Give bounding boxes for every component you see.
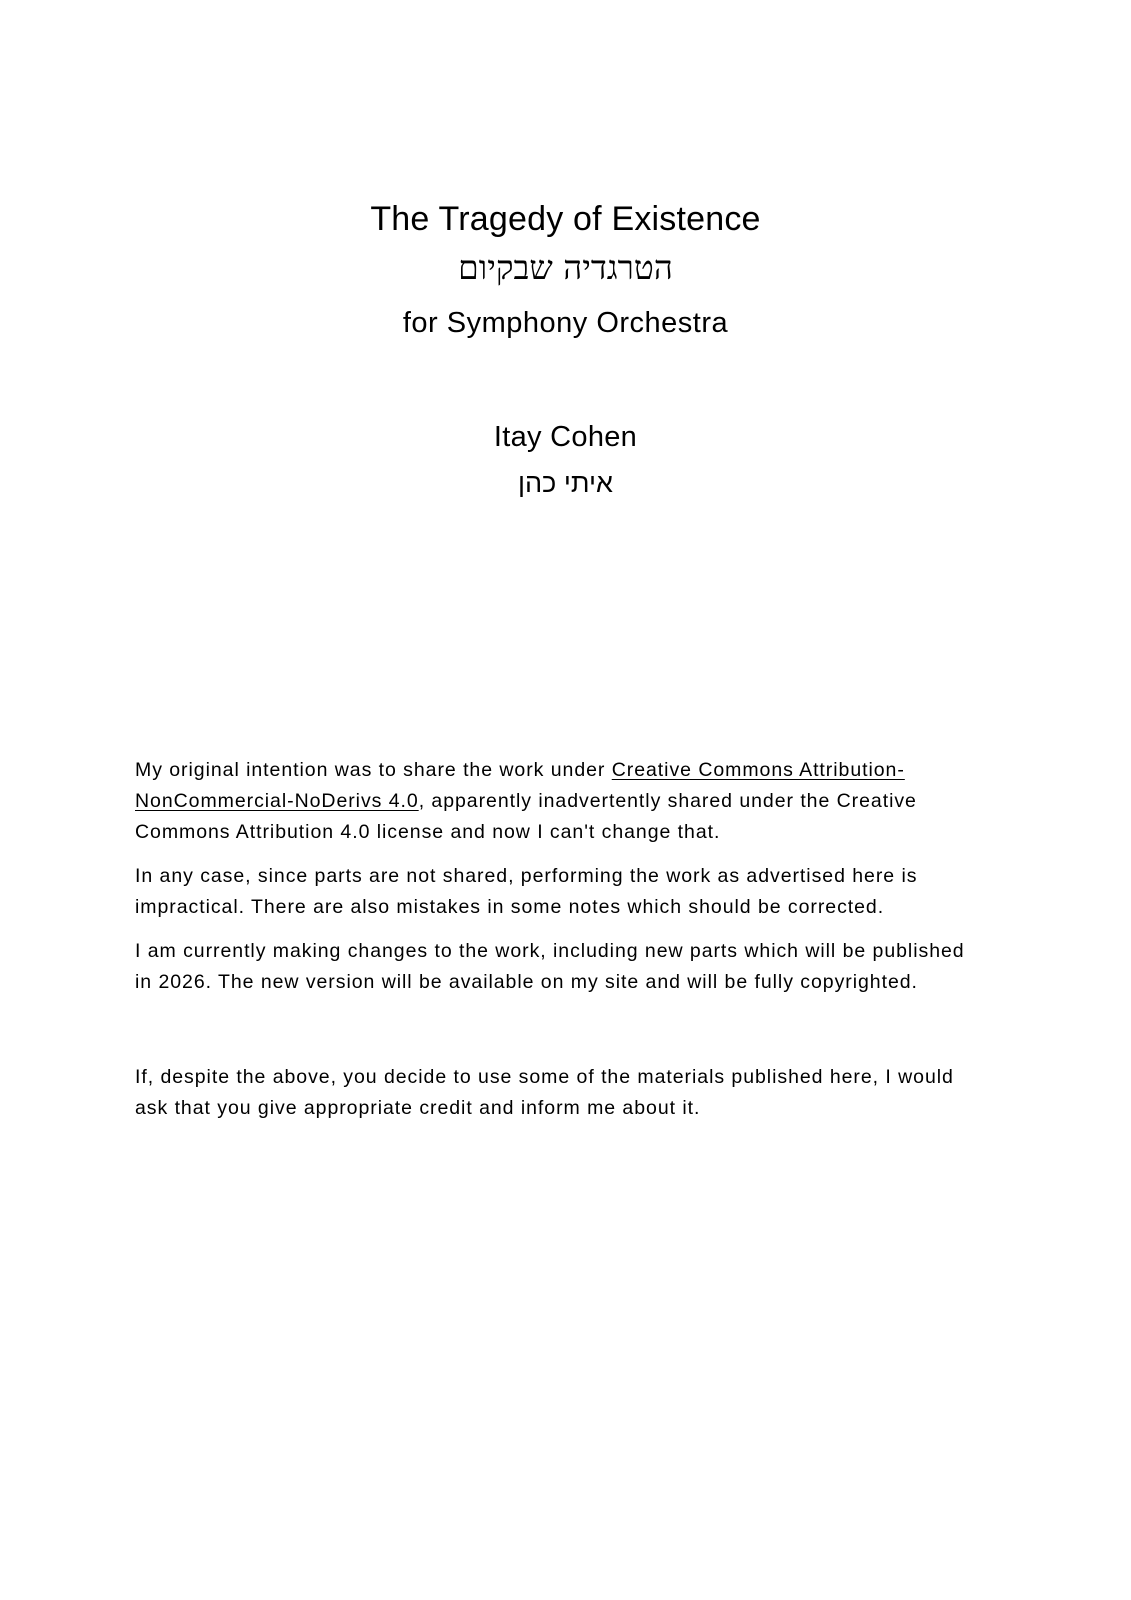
composer-name-hebrew: איתי כהן	[518, 468, 613, 498]
title-block	[0, 196, 1131, 346]
work-title-hebrew: הטרגדיה שבקיום	[458, 248, 673, 287]
work-subtitle: for Symphony Orchestra	[402, 307, 729, 339]
work-title: The Tragedy of Existence	[370, 200, 761, 238]
composer-name: Itay Cohen	[493, 421, 638, 453]
notice-license-text-after: , apparently inadvertently shared under the Creative Commons Attribution 4.0 license and now I can't change that.	[135, 790, 917, 843]
notice-license-text-before: My original intention was to share the work under	[135, 759, 612, 781]
cc-license-link[interactable]: Creative Commons Attribution-NonCommercial-NoDerivs 4.0	[135, 759, 905, 812]
license-notice	[135, 755, 980, 1137]
notice-paragraph-credit: If, despite the above, you decide to use some of the materials published here, I would ask that you give appropriate credit and inform me about it.	[135, 1066, 954, 1119]
notice-paragraph-license	[135, 755, 980, 848]
notice-paragraph-new-version: I am currently making changes to the work, including new parts which will be published in 2026. The new version will be available on my site and will be fully copyrighted.	[135, 940, 965, 993]
notice-paragraph-parts: In any case, since parts are not shared, performing the work as advertised here is impractical. There are also mistakes in some notes which should be corrected.	[135, 865, 918, 918]
author-block	[0, 414, 1131, 504]
